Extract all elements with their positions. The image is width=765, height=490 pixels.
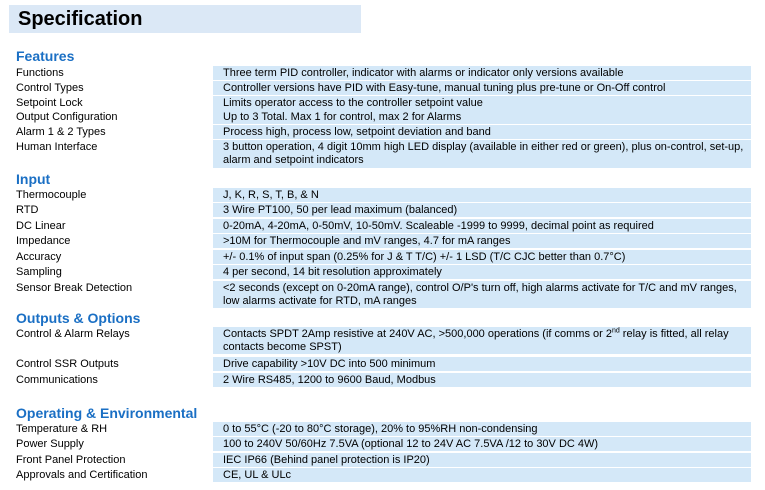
title-bar (9, 5, 361, 33)
spec-label: Functions (16, 67, 64, 79)
spec-value: Three term PID controller, indicator with alarms or indicator only versions available (213, 66, 751, 80)
spec-value-text: relay is fitted, all relay contacts become SPST) (223, 328, 729, 353)
spec-label: Sensor Break Detection (16, 282, 133, 294)
spec-label: Human Interface (16, 141, 98, 153)
spec-value-text: Contacts SPDT 2Amp resistive at 240V AC, >500,000 operations (if comms or 2 (223, 328, 612, 340)
spec-label: Thermocouple (16, 189, 87, 201)
spec-label: Control SSR Outputs (16, 358, 119, 370)
spec-value: 0-20mA, 4-20mA, 0-50mV, 10-50mV. Scaleable -1999 to 9999, decimal point as required (213, 219, 751, 233)
spec-label: Temperature & RH (16, 423, 108, 435)
spec-value: <2 seconds (except on 0-20mA range), control O/P's turn off, high alarms activate for T/C and mV ranges, low alarms activate for RTD, mA ranges (213, 281, 751, 308)
spec-value: CE, UL & ULc (213, 468, 751, 482)
section-heading-features: Features (16, 48, 75, 64)
section-heading-operating-environmental: Operating & Environmental (16, 405, 198, 421)
spec-label: Control & Alarm Relays (16, 328, 130, 340)
spec-value: 3 button operation, 4 digit 10mm high LED display (available in either red or green), plus on-control, set-up, alarm and setpoint indicators (213, 140, 751, 168)
spec-value: +/- 0.1% of input span (0.25% for J & T T/C) +/- 1 LSD (T/C CJC better than 0.7°C) (213, 250, 751, 264)
spec-label: Control Types (16, 82, 84, 94)
spec-value: Drive capability >10V DC into 500 minimum (213, 357, 751, 371)
spec-value: Controller versions have PID with Easy-tune, manual tuning plus pre-tune or On-Off control (213, 81, 751, 95)
spec-value: 100 to 240V 50/60Hz 7.5VA (optional 12 to 24V AC 7.5VA /12 to 30V DC 4W) (213, 437, 751, 451)
spec-label: Alarm 1 & 2 Types (16, 126, 106, 138)
spec-label: Setpoint Lock (16, 97, 83, 109)
section-heading-outputs-options: Outputs & Options (16, 310, 141, 326)
spec-value: 3 Wire PT100, 50 per lead maximum (balanced) (213, 203, 751, 217)
spec-label: Accuracy (16, 251, 62, 263)
spec-value: J, K, R, S, T, B, & N (213, 188, 751, 202)
spec-label: RTD (16, 204, 39, 216)
section-heading-input: Input (16, 171, 51, 187)
spec-label: Approvals and Certification (16, 469, 148, 481)
spec-value (213, 327, 751, 354)
spec-value: IEC IP66 (Behind panel protection is IP20) (213, 453, 751, 467)
spec-value: 0 to 55°C (-20 to 80°C storage), 20% to 95%RH non-condensing (213, 422, 751, 436)
spec-value: Limits operator access to the controller setpoint value (213, 96, 751, 110)
spec-value: 4 per second, 14 bit resolution approximately (213, 265, 751, 279)
spec-label: Power Supply (16, 438, 84, 450)
spec-value: >10M for Thermocouple and mV ranges, 4.7 for mA ranges (213, 234, 751, 248)
spec-value: Process high, process low, setpoint deviation and band (213, 125, 751, 139)
spec-value: Up to 3 Total. Max 1 for control, max 2 for Alarms (213, 110, 751, 124)
page-title: Specification (18, 8, 143, 30)
spec-label: Front Panel Protection (16, 454, 126, 466)
spec-label: DC Linear (16, 220, 66, 232)
spec-value-superscript: nd (611, 327, 620, 335)
spec-label: Communications (16, 374, 98, 386)
spec-value: 2 Wire RS485, 1200 to 9600 Baud, Modbus (213, 373, 751, 387)
spec-label: Impedance (16, 235, 71, 247)
spec-label: Output Configuration (16, 111, 118, 123)
spec-label: Sampling (16, 266, 62, 278)
